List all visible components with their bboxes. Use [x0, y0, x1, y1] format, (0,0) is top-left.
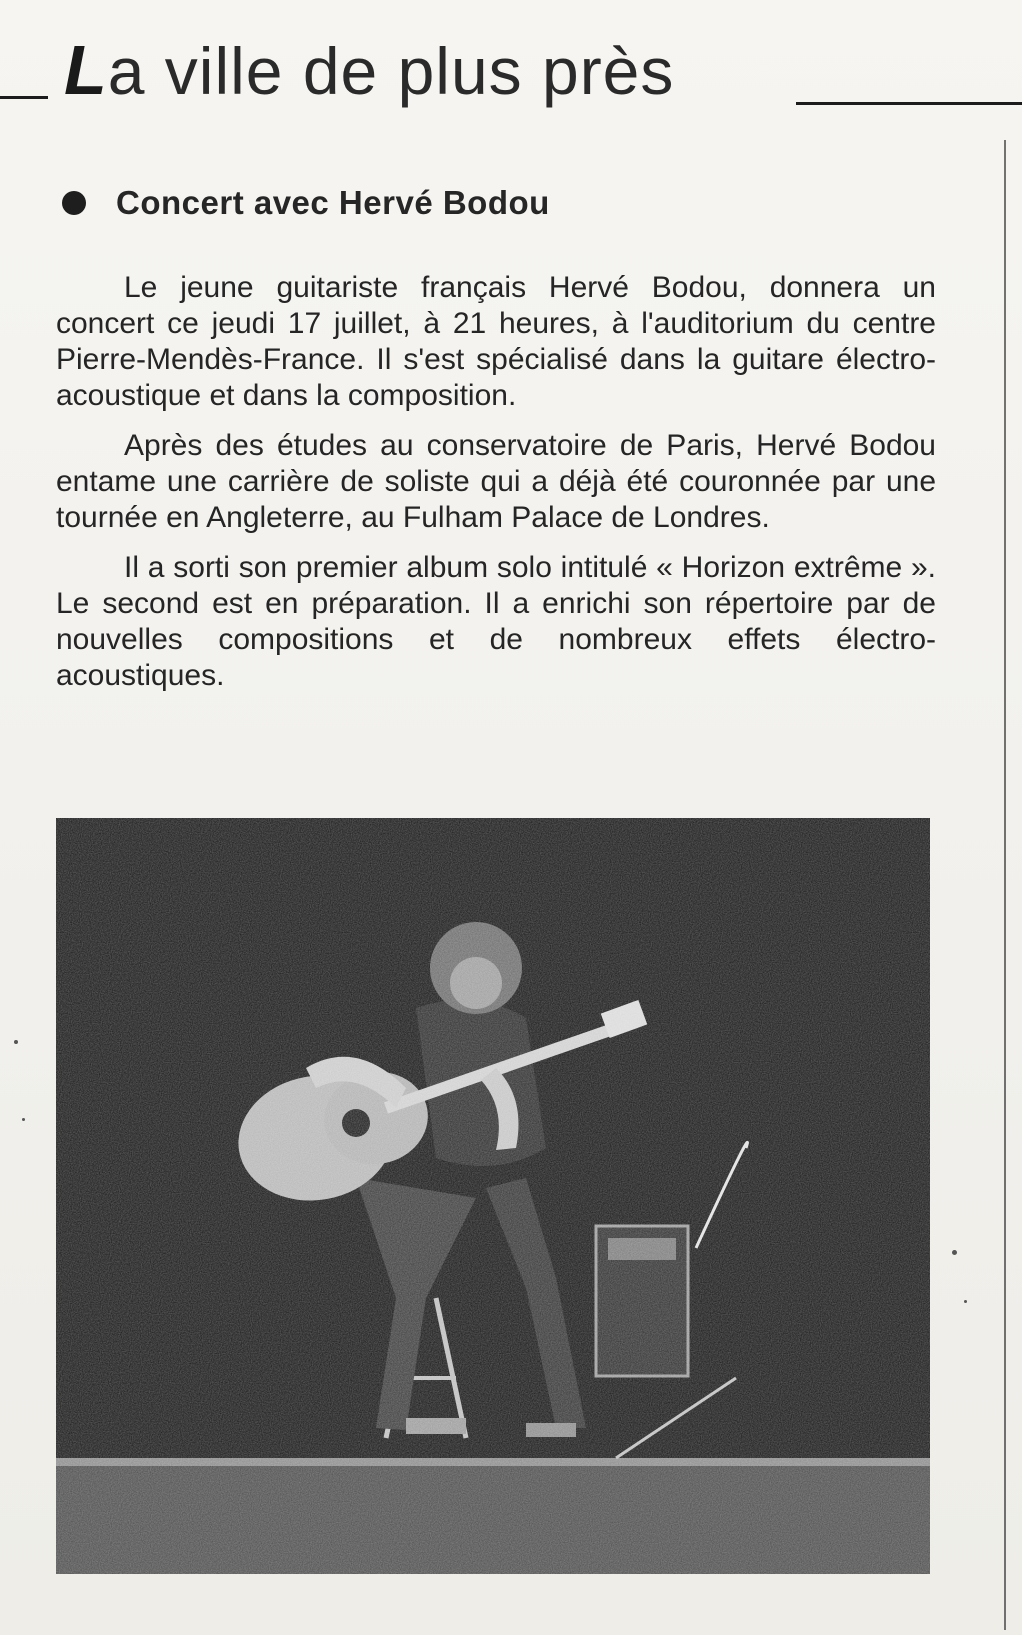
section-title: [64, 30, 674, 111]
header-rule-right: [796, 102, 1022, 105]
article-paragraph-1: Le jeune guitariste français Hervé Bodou, donnera un concert ce jeudi 17 juillet, à 21 heures, à l'auditorium du centre Pierre-Mendès-France. Il s'est spécialisé dans la guitare électro-acoustique et dans la composition.: [56, 271, 936, 412]
column-rule: [1004, 140, 1006, 1630]
section-title-initial: L: [64, 31, 108, 109]
article-paragraph-2: Après des études au conservatoire de Paris, Hervé Bodou entame une carrière de soliste qui a déjà été couronnée par une tournée en Angleterre, au Fulham Palace de Londres.: [56, 429, 936, 534]
print-speck: [952, 1250, 957, 1255]
concert-photo: [56, 818, 930, 1574]
article-body: [56, 270, 936, 708]
article-paragraph-3: Il a sorti son premier album solo intitulé « Horizon extrême ». Le second est en préparation. Il a enrichi son répertoire par de nouvelles compositions et de nombreux effets électro-acoustiques.: [56, 551, 936, 692]
bullet-icon: [62, 191, 86, 215]
guitarist-illustration: [56, 818, 930, 1574]
print-speck: [22, 1118, 25, 1121]
article-headline: [62, 178, 550, 228]
section-header: [0, 30, 1022, 120]
headline-text: Concert avec Hervé Bodou: [116, 184, 550, 221]
print-speck: [964, 1300, 967, 1303]
header-rule-left: [0, 96, 48, 99]
print-speck: [14, 1040, 18, 1044]
section-title-rest: a ville de plus près: [107, 34, 675, 108]
